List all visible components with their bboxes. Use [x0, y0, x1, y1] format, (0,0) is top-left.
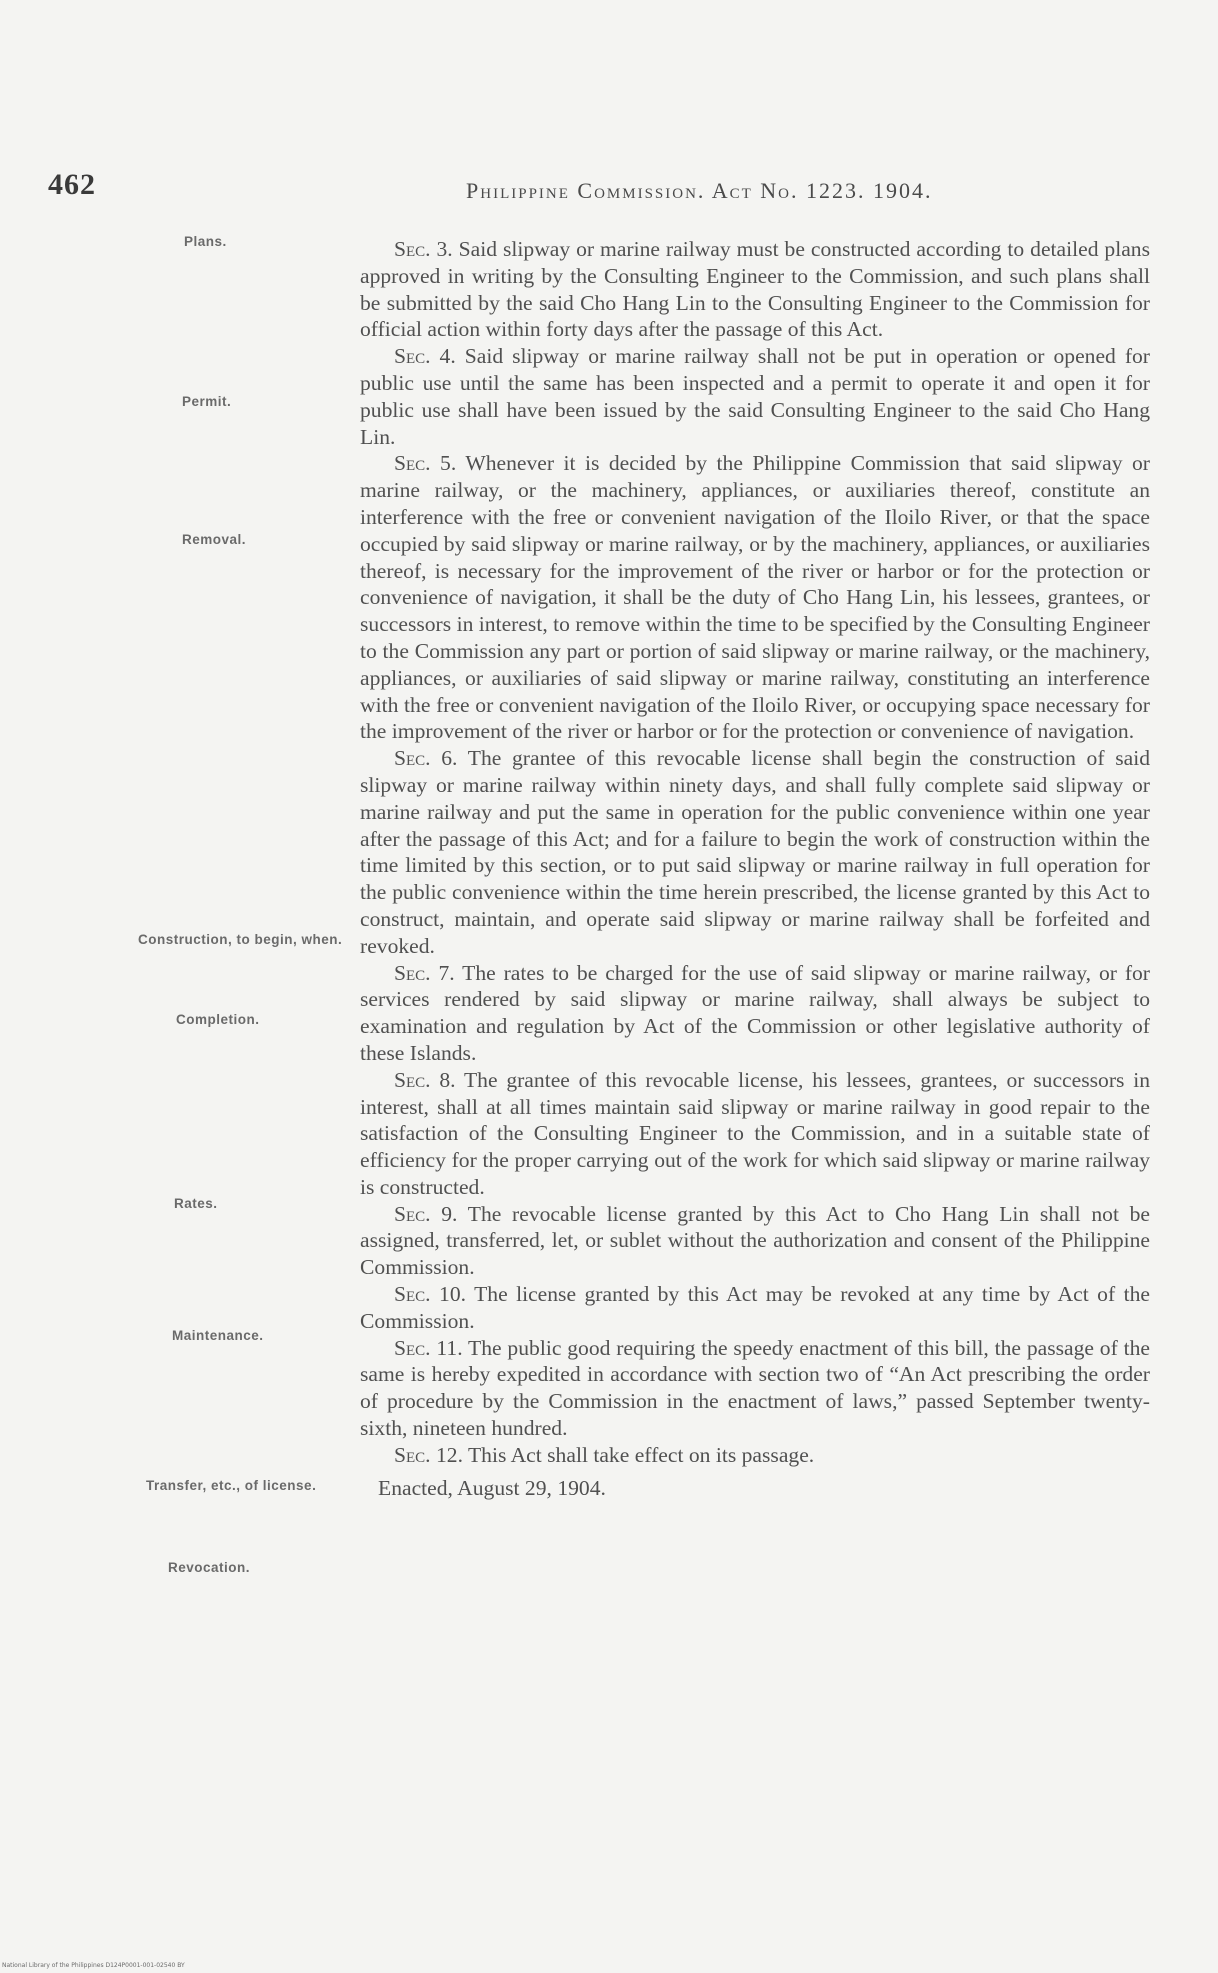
- margin-note-maintenance: Maintenance.: [172, 1328, 264, 1343]
- section-12-label: Sec. 12.: [394, 1442, 463, 1467]
- section-5-text: Whenever it is decided by the Philippine Commission that said slipway or marine railway, or the machinery, appliances, or auxiliaries thereof, constitute an interference with the free or convenient navigation of the Iloilo River, or that the space occupied by said slipway or marine railway, or by the machinery, appliances, or auxiliaries thereof, is necessary for the improvement of the river or harbor or for the protection or convenience of navigation, it shall be the duty of Cho Hang Lin, his lessees, grantees, or successors in interest, to remove within the time to be specified by the Consulting Engineer to the Commission any part or portion of said slipway or marine railway, or the machinery, appliances, or auxiliaries of said slipway or marine railway, constituting an interference with the free or convenient navigation of the Iloilo River, or occupying space necessary for the improvement of the river or harbor or for the protection or convenience of navigation.: [360, 451, 1150, 744]
- margin-note-transfer: Transfer, etc., of license.: [146, 1478, 317, 1493]
- section-6-label: Sec. 6.: [394, 746, 458, 771]
- margin-note-construction: Construction, to begin, when.: [138, 932, 343, 947]
- section-5-label: Sec. 5.: [394, 451, 457, 476]
- section-10: [360, 1281, 1150, 1335]
- section-7: [360, 960, 1150, 1067]
- margin-note-rates: Rates.: [174, 1196, 218, 1211]
- section-3-label: Sec. 3.: [394, 237, 453, 261]
- section-3-text: Said slipway or marine railway must be constructed according to detailed plans approved in writing by the Consulting Engineer to the Commission, and such plans shall be submitted by the said Cho Hang Lin to the Consulting Engineer to the Commission for official action within forty days after the passage of this Act.: [360, 237, 1151, 342]
- section-10-label: Sec. 10.: [394, 1282, 467, 1307]
- section-9: [360, 1201, 1150, 1281]
- margin-note-plans: Plans.: [184, 234, 227, 249]
- section-11: [360, 1335, 1150, 1442]
- section-8: [360, 1067, 1150, 1201]
- section-4-label: Sec. 4.: [394, 344, 456, 369]
- section-9-label: Sec. 9.: [394, 1201, 458, 1226]
- margin-note-permit: Permit.: [182, 394, 232, 409]
- page-number: 462: [48, 168, 96, 201]
- margin-note-removal: Removal.: [182, 532, 247, 547]
- section-8-label: Sec. 8.: [394, 1067, 456, 1092]
- footer-credit: National Library of the Philippines D124P0001-001-02540 BY: [2, 1962, 185, 1969]
- margin-note-revocation: Revocation.: [168, 1560, 251, 1575]
- section-8-text: The grantee of this revocable license, his lessees, grantees, or successors in interest, shall at all times maintain said slipway or marine railway in good repair to the satisfaction of the Consulting Engineer to the Commission, and in a suitable state of efficiency for the proper carrying out of the work for which said slipway or marine railway is constructed.: [360, 1067, 1150, 1199]
- section-11-text: The public good requiring the speedy enactment of this bill, the passage of the same is hereby expedited in accordance with section two of “An Act prescribing the order of procedure by the Commission in the enactment of laws,” passed September twenty-sixth, nineteen hundred.: [360, 1335, 1150, 1441]
- section-12-text: This Act shall take effect on its passage.: [467, 1442, 815, 1467]
- section-4-text: Said slipway or marine railway shall not be put in operation or opened for public use until the same has been inspected and a permit to operate it and open it for public use shall have been issued by the said Consulting Engineer to the said Cho Hang Lin.: [360, 344, 1150, 449]
- margin-note-completion: Completion.: [176, 1012, 260, 1027]
- section-7-text: The rates to be charged for the use of said slipway or marine railway, or for services rendered by said slipway or marine railway, shall always be subject to examination and regulation by Act of the Commission or other legislative authority of these Islands.: [360, 960, 1150, 1065]
- section-12: [360, 1442, 1150, 1469]
- section-9-text: The revocable license granted by this Act to Cho Hang Lin shall not be assigned, transferred, let, or sublet without the authorization and consent of the Philippine Commission.: [360, 1201, 1151, 1280]
- section-6: [360, 745, 1150, 959]
- section-3: [360, 236, 1150, 343]
- section-7-label: Sec. 7.: [394, 960, 455, 985]
- running-head: Philippine Commission. Act No. 1223. 1904.: [466, 178, 933, 203]
- act-text: [360, 236, 1150, 1501]
- enacted-date: Enacted, August 29, 1904.: [378, 1475, 606, 1500]
- section-4: [360, 343, 1150, 450]
- section-11-label: Sec. 11.: [394, 1335, 463, 1360]
- section-5: [360, 450, 1150, 745]
- section-6-text: The grantee of this revocable license shall begin the construction of said slipway or marine railway within ninety days, and shall fully complete said slipway or marine railway and put the same in operation for the public convenience within one year after the passage of this Act; and for a failure to begin the work of construction within the time limited by this section, or to put said slipway or marine railway in full operation for the public convenience within the time herein prescribed, the license granted by this Act to construct, maintain, and operate said slipway or marine railway shall be forfeited and revoked.: [360, 746, 1150, 958]
- section-10-text: The license granted by this Act may be revoked at any time by Act of the Commission.: [360, 1282, 1150, 1333]
